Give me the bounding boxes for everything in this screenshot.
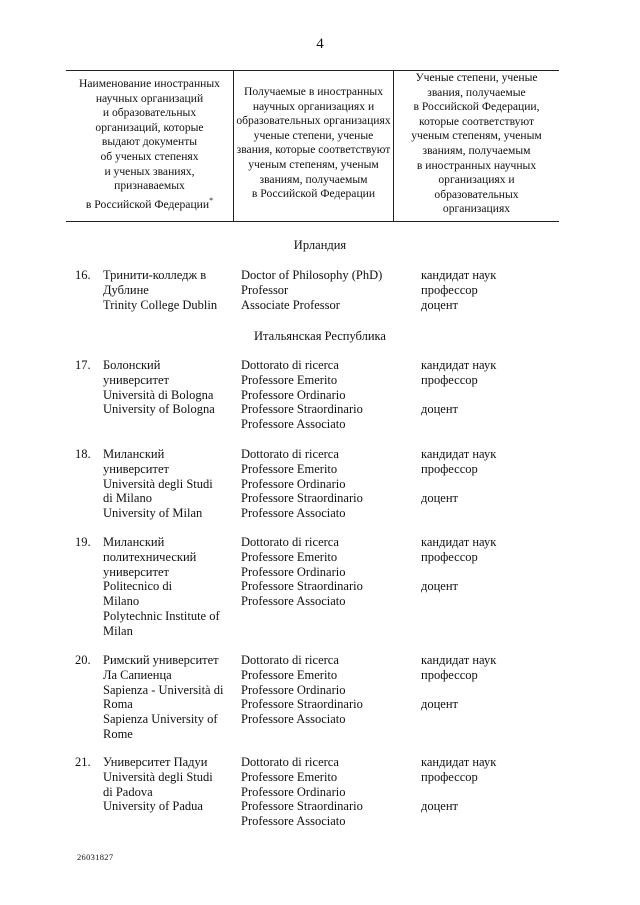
entry-number: 21.: [75, 755, 91, 769]
cell-line: доцент: [421, 402, 458, 417]
cell-line: Университет Падуи: [103, 755, 208, 769]
cell-line: Università di Bologna: [103, 387, 214, 402]
organization-name: [103, 268, 235, 312]
cell-line: доцент: [421, 491, 458, 506]
entry-number: 16.: [75, 268, 91, 282]
cell-line: Миланский: [103, 535, 165, 549]
footnote-mark: *: [209, 195, 214, 205]
cell-line: Professore Straordinario: [241, 697, 363, 712]
cell-line: [421, 565, 561, 580]
russian-degrees: [421, 358, 561, 417]
cell-line: Trinity College Dublin: [103, 297, 218, 312]
cell-line: Professore Associato: [241, 506, 346, 521]
cell-line: [421, 388, 561, 403]
cell-line: кандидат наук: [421, 755, 497, 769]
cell-line: Professore Ordinario: [241, 564, 346, 579]
cell-line: Università degli Studi: [103, 769, 213, 784]
cell-line: Professore Emerito: [241, 769, 338, 784]
foreign-degrees: [241, 358, 413, 432]
header-foreign-degrees: [233, 71, 394, 221]
cell-line: Professore Ordinario: [241, 476, 346, 491]
cell-line: профессор: [421, 667, 478, 682]
foreign-degrees: [241, 268, 413, 312]
cell-line: кандидат наук: [421, 447, 497, 461]
cell-line: Università degli Studi: [103, 476, 213, 491]
foreign-degrees: [241, 535, 413, 609]
cell-line: [421, 477, 561, 492]
russian-degrees: [421, 535, 561, 594]
cell-line: Milano: [103, 594, 140, 609]
foreign-degrees: [241, 447, 413, 521]
cell-line: Politecnico di: [103, 579, 173, 594]
cell-line: кандидат наук: [421, 268, 497, 282]
organization-name: [103, 358, 235, 417]
cell-line: Milan: [103, 623, 133, 638]
cell-line: Тринити-колледж в: [103, 268, 207, 282]
cell-line: Sapienza - Università di: [103, 682, 224, 697]
cell-line: [421, 683, 561, 698]
header-russian-degrees-text: Ученые степени, ученые звания, получаемые в Российской Федерации, которые соответствуют ученым степеням, ученым званиям, получаемым в иностранных научных организациях и образовательных организациях: [411, 71, 542, 216]
entry-number: 17.: [75, 358, 91, 372]
cell-line: Professore Straordinario: [241, 579, 363, 594]
cell-line: доцент: [421, 697, 458, 712]
cell-line: доцент: [421, 799, 458, 814]
cell-line: Rome: [103, 726, 133, 741]
russian-degrees: [421, 268, 561, 312]
cell-line: профессор: [421, 549, 478, 564]
document-code: 26031827: [77, 852, 114, 862]
cell-line: профессор: [421, 372, 478, 387]
cell-line: университет: [103, 564, 169, 579]
cell-line: [421, 785, 561, 800]
russian-degrees: [421, 653, 561, 712]
cell-line: Professore Straordinario: [241, 491, 363, 506]
cell-line: University of Padua: [103, 799, 203, 814]
cell-line: Professore Emerito: [241, 372, 338, 387]
cell-line: Professor: [241, 282, 289, 297]
cell-line: Римский университет: [103, 653, 219, 667]
cell-line: di Padova: [103, 784, 153, 799]
russian-degrees: [421, 755, 561, 814]
cell-line: University of Bologna: [103, 402, 215, 417]
cell-line: Dottorato di ricerca: [241, 447, 339, 461]
cell-line: Doctor of Philosophy (PhD): [241, 268, 383, 282]
cell-line: Professore Emerito: [241, 667, 338, 682]
organization-name: [103, 447, 235, 521]
cell-line: профессор: [421, 461, 478, 476]
cell-line: Professore Straordinario: [241, 402, 363, 417]
cell-line: Dottorato di ricerca: [241, 535, 339, 549]
cell-line: политехнический: [103, 549, 197, 564]
cell-line: Associate Professor: [241, 297, 340, 312]
country-heading: Итальянская Республика: [254, 329, 386, 343]
cell-line: кандидат наук: [421, 535, 497, 549]
country-heading: Ирландия: [293, 238, 347, 252]
cell-line: Миланский: [103, 447, 165, 461]
cell-line: университет: [103, 461, 169, 476]
russian-degrees: [421, 447, 561, 506]
cell-line: Professore Associato: [241, 594, 346, 609]
cell-line: Professore Straordinario: [241, 799, 363, 814]
entry-number: 20.: [75, 653, 91, 667]
entry-number: 18.: [75, 447, 91, 461]
header-russian-degrees: [394, 71, 559, 221]
foreign-degrees: [241, 653, 413, 727]
organization-name: [103, 535, 235, 639]
cell-line: университет: [103, 372, 169, 387]
cell-line: Дублине: [103, 282, 149, 297]
organization-name: [103, 755, 235, 814]
cell-line: Professore Associato: [241, 417, 346, 432]
cell-line: Professore Ordinario: [241, 387, 346, 402]
header-organizations-text: Наименование иностранных научных организаций и образовательных организаций, которые выдают документы об ученых степенях и ученых званиях, признаваемых в Российской Федерации: [79, 77, 220, 211]
cell-line: кандидат наук: [421, 358, 497, 372]
header-organizations: [66, 71, 233, 221]
cell-line: Dottorato di ricerca: [241, 755, 339, 769]
cell-line: доцент: [421, 297, 458, 312]
cell-line: University of Milan: [103, 506, 203, 521]
organization-name: [103, 653, 235, 742]
entry-number: 19.: [75, 535, 91, 549]
cell-line: Sapienza University of: [103, 712, 218, 727]
cell-line: Polytechnic Institute of: [103, 608, 220, 623]
header-foreign-degrees-text: Получаемые в иностранных научных организациях и образовательных организациях ученые степени, ученые звания, которые соответствуют ученым степеням, ученым званиям, получаемым в Российской Федерации: [236, 85, 391, 201]
cell-line: di Milano: [103, 491, 152, 506]
table-header: [66, 70, 559, 222]
cell-line: доцент: [421, 579, 458, 594]
cell-line: Professore Associato: [241, 814, 346, 829]
cell-line: Professore Emerito: [241, 461, 338, 476]
cell-line: Professore Ordinario: [241, 784, 346, 799]
foreign-degrees: [241, 755, 413, 829]
cell-line: Professore Ordinario: [241, 682, 346, 697]
cell-line: Ла Сапиенца: [103, 667, 172, 682]
cell-line: Dottorato di ricerca: [241, 653, 339, 667]
cell-line: профессор: [421, 769, 478, 784]
cell-line: Roma: [103, 697, 133, 712]
cell-line: Professore Emerito: [241, 549, 338, 564]
cell-line: Dottorato di ricerca: [241, 358, 339, 372]
cell-line: Болонский: [103, 358, 161, 372]
page-number: 4: [316, 36, 324, 52]
cell-line: Professore Associato: [241, 712, 346, 727]
cell-line: кандидат наук: [421, 653, 497, 667]
cell-line: профессор: [421, 282, 478, 297]
